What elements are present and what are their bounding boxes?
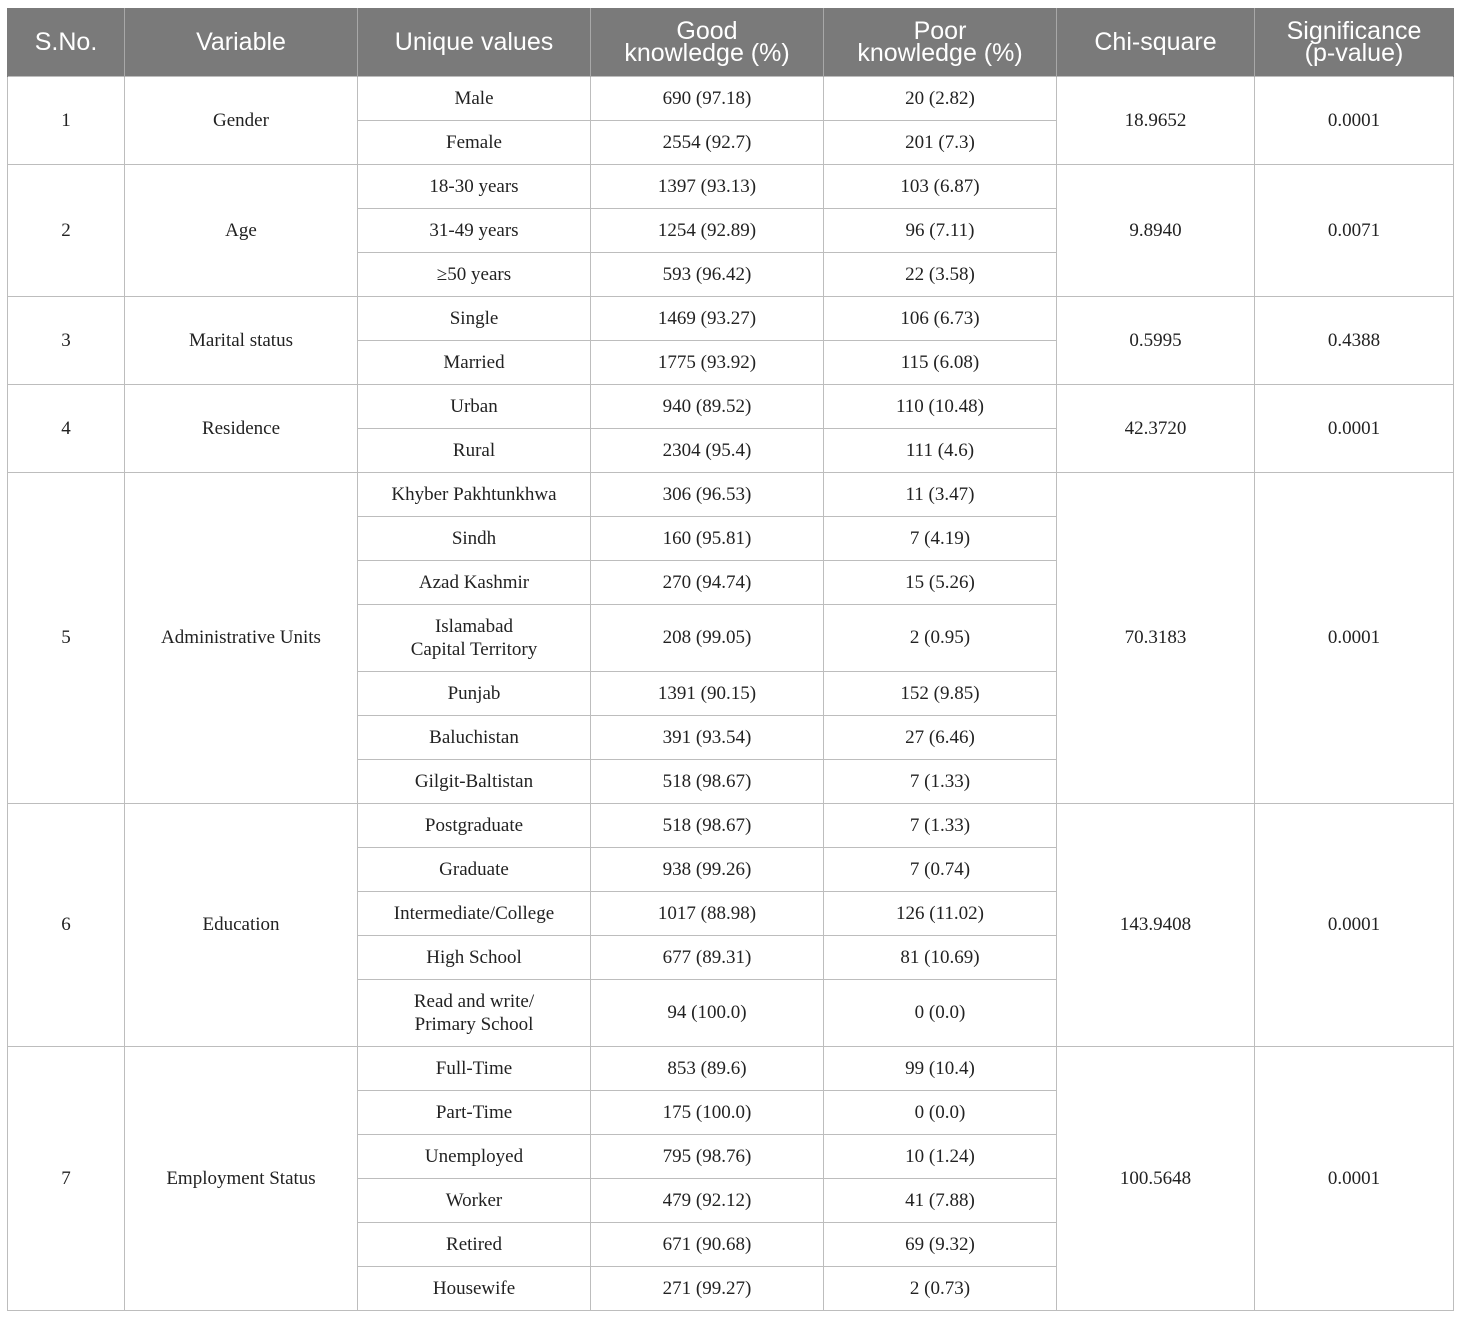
good-knowledge-cell: 593 (96.42)	[591, 252, 824, 296]
chi-square-cell: 70.3183	[1057, 472, 1255, 803]
table-row	[8, 472, 1454, 516]
table-row	[8, 384, 1454, 428]
good-knowledge-cell: 2554 (92.7)	[591, 120, 824, 164]
variable-cell: Residence	[125, 384, 358, 472]
poor-knowledge-cell: 81 (10.69)	[824, 935, 1057, 979]
serial-number-cell: 2	[8, 164, 125, 296]
variable-cell: Education	[125, 803, 358, 1046]
poor-knowledge-cell: 20 (2.82)	[824, 76, 1057, 120]
table-body	[8, 76, 1454, 1310]
significance-cell: 0.0001	[1255, 472, 1454, 803]
good-knowledge-cell: 391 (93.54)	[591, 715, 824, 759]
variable-cell: Age	[125, 164, 358, 296]
unique-value-cell: High School	[358, 935, 591, 979]
unique-value-cell: Gilgit-Baltistan	[358, 759, 591, 803]
unique-value-cell: Graduate	[358, 847, 591, 891]
chi-square-cell: 9.8940	[1057, 164, 1255, 296]
header-good-knowledge: Good knowledge (%)	[591, 8, 824, 76]
poor-knowledge-cell: 96 (7.11)	[824, 208, 1057, 252]
significance-cell: 0.0001	[1255, 384, 1454, 472]
poor-knowledge-cell: 126 (11.02)	[824, 891, 1057, 935]
poor-knowledge-cell: 22 (3.58)	[824, 252, 1057, 296]
header-variable: Variable	[125, 8, 358, 76]
unique-value-cell: Part-Time	[358, 1090, 591, 1134]
good-knowledge-cell: 270 (94.74)	[591, 560, 824, 604]
table-row	[8, 296, 1454, 340]
header-sno: S.No.	[8, 8, 125, 76]
unique-value-cell: ≥50 years	[358, 252, 591, 296]
poor-knowledge-cell: 111 (4.6)	[824, 428, 1057, 472]
good-knowledge-cell: 271 (99.27)	[591, 1266, 824, 1310]
poor-knowledge-cell: 7 (4.19)	[824, 516, 1057, 560]
good-knowledge-cell: 208 (99.05)	[591, 604, 824, 671]
poor-knowledge-cell: 2 (0.95)	[824, 604, 1057, 671]
unique-value-cell: Unemployed	[358, 1134, 591, 1178]
good-knowledge-cell: 2304 (95.4)	[591, 428, 824, 472]
serial-number-cell: 7	[8, 1046, 125, 1310]
table-row	[8, 76, 1454, 120]
chi-square-cell: 42.3720	[1057, 384, 1255, 472]
good-knowledge-cell: 677 (89.31)	[591, 935, 824, 979]
unique-value-cell: Azad Kashmir	[358, 560, 591, 604]
unique-value-cell: Read and write/ Primary School	[358, 979, 591, 1046]
unique-value-cell: Male	[358, 76, 591, 120]
good-knowledge-cell: 690 (97.18)	[591, 76, 824, 120]
serial-number-cell: 1	[8, 76, 125, 164]
unique-value-cell: Housewife	[358, 1266, 591, 1310]
unique-value-cell: Postgraduate	[358, 803, 591, 847]
poor-knowledge-cell: 103 (6.87)	[824, 164, 1057, 208]
poor-knowledge-cell: 7 (0.74)	[824, 847, 1057, 891]
poor-knowledge-cell: 10 (1.24)	[824, 1134, 1057, 1178]
poor-knowledge-cell: 0 (0.0)	[824, 979, 1057, 1046]
header-row	[8, 8, 1454, 76]
unique-value-cell: Rural	[358, 428, 591, 472]
significance-cell: 0.4388	[1255, 296, 1454, 384]
poor-knowledge-cell: 110 (10.48)	[824, 384, 1057, 428]
good-knowledge-cell: 671 (90.68)	[591, 1222, 824, 1266]
poor-knowledge-cell: 0 (0.0)	[824, 1090, 1057, 1134]
poor-knowledge-cell: 41 (7.88)	[824, 1178, 1057, 1222]
serial-number-cell: 5	[8, 472, 125, 803]
poor-knowledge-cell: 15 (5.26)	[824, 560, 1057, 604]
serial-number-cell: 6	[8, 803, 125, 1046]
unique-value-cell: Intermediate/College	[358, 891, 591, 935]
poor-knowledge-cell: 201 (7.3)	[824, 120, 1057, 164]
significance-cell: 0.0001	[1255, 1046, 1454, 1310]
significance-cell: 0.0071	[1255, 164, 1454, 296]
unique-value-cell: Retired	[358, 1222, 591, 1266]
unique-value-cell: Khyber Pakhtunkhwa	[358, 472, 591, 516]
poor-knowledge-cell: 115 (6.08)	[824, 340, 1057, 384]
serial-number-cell: 4	[8, 384, 125, 472]
unique-value-cell: Full-Time	[358, 1046, 591, 1090]
unique-value-cell: Islamabad Capital Territory	[358, 604, 591, 671]
good-knowledge-cell: 1397 (93.13)	[591, 164, 824, 208]
good-knowledge-cell: 853 (89.6)	[591, 1046, 824, 1090]
good-knowledge-cell: 306 (96.53)	[591, 472, 824, 516]
good-knowledge-cell: 1017 (88.98)	[591, 891, 824, 935]
poor-knowledge-cell: 99 (10.4)	[824, 1046, 1057, 1090]
unique-value-cell: Female	[358, 120, 591, 164]
poor-knowledge-cell: 7 (1.33)	[824, 803, 1057, 847]
good-knowledge-cell: 1391 (90.15)	[591, 671, 824, 715]
good-knowledge-cell: 938 (99.26)	[591, 847, 824, 891]
unique-value-cell: Urban	[358, 384, 591, 428]
unique-value-cell: Punjab	[358, 671, 591, 715]
poor-knowledge-cell: 27 (6.46)	[824, 715, 1057, 759]
header-chi-square: Chi-square	[1057, 8, 1255, 76]
serial-number-cell: 3	[8, 296, 125, 384]
significance-cell: 0.0001	[1255, 76, 1454, 164]
header-unique-values: Unique values	[358, 8, 591, 76]
table-row	[8, 803, 1454, 847]
chi-square-cell: 143.9408	[1057, 803, 1255, 1046]
unique-value-cell: Baluchistan	[358, 715, 591, 759]
poor-knowledge-cell: 152 (9.85)	[824, 671, 1057, 715]
poor-knowledge-cell: 69 (9.32)	[824, 1222, 1057, 1266]
unique-value-cell: Sindh	[358, 516, 591, 560]
unique-value-cell: Single	[358, 296, 591, 340]
poor-knowledge-cell: 2 (0.73)	[824, 1266, 1057, 1310]
good-knowledge-cell: 1254 (92.89)	[591, 208, 824, 252]
table-header	[8, 8, 1454, 76]
variable-cell: Marital status	[125, 296, 358, 384]
header-poor-knowledge: Poor knowledge (%)	[824, 8, 1057, 76]
table-row	[8, 1046, 1454, 1090]
table-row	[8, 164, 1454, 208]
unique-value-cell: 31-49 years	[358, 208, 591, 252]
good-knowledge-cell: 518 (98.67)	[591, 803, 824, 847]
chi-square-cell: 18.9652	[1057, 76, 1255, 164]
good-knowledge-cell: 94 (100.0)	[591, 979, 824, 1046]
good-knowledge-cell: 518 (98.67)	[591, 759, 824, 803]
variable-cell: Gender	[125, 76, 358, 164]
poor-knowledge-cell: 7 (1.33)	[824, 759, 1057, 803]
variable-cell: Administrative Units	[125, 472, 358, 803]
good-knowledge-cell: 175 (100.0)	[591, 1090, 824, 1134]
good-knowledge-cell: 795 (98.76)	[591, 1134, 824, 1178]
chi-square-cell: 100.5648	[1057, 1046, 1255, 1310]
unique-value-cell: Worker	[358, 1178, 591, 1222]
good-knowledge-cell: 160 (95.81)	[591, 516, 824, 560]
good-knowledge-cell: 479 (92.12)	[591, 1178, 824, 1222]
header-significance: Significance (p-value)	[1255, 8, 1454, 76]
significance-cell: 0.0001	[1255, 803, 1454, 1046]
good-knowledge-cell: 1469 (93.27)	[591, 296, 824, 340]
chi-square-cell: 0.5995	[1057, 296, 1255, 384]
poor-knowledge-cell: 106 (6.73)	[824, 296, 1057, 340]
knowledge-association-table	[7, 8, 1454, 1311]
unique-value-cell: 18-30 years	[358, 164, 591, 208]
poor-knowledge-cell: 11 (3.47)	[824, 472, 1057, 516]
unique-value-cell: Married	[358, 340, 591, 384]
good-knowledge-cell: 940 (89.52)	[591, 384, 824, 428]
variable-cell: Employment Status	[125, 1046, 358, 1310]
good-knowledge-cell: 1775 (93.92)	[591, 340, 824, 384]
